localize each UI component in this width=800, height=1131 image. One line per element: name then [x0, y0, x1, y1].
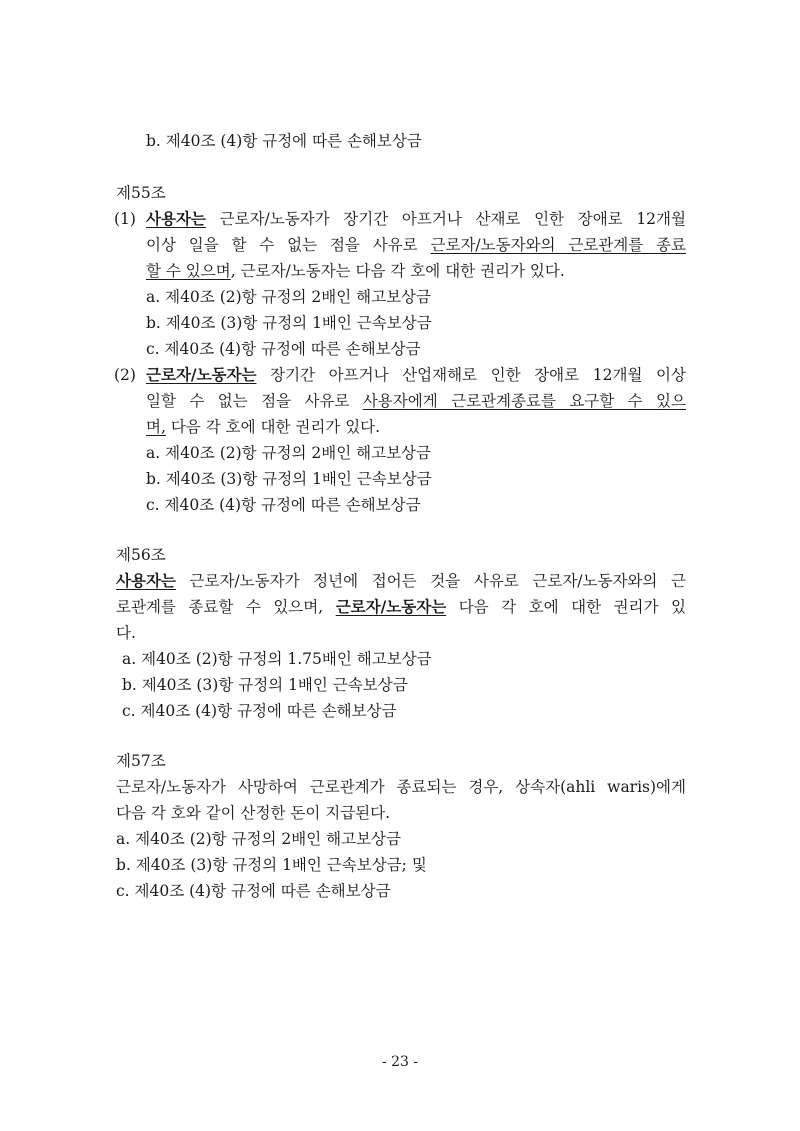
list-item: a. 제40조 (2)항 규정의 2배인 해고보상금: [146, 288, 431, 306]
list-item: c. 제40조 (4)항 규정에 따른 손해보상금: [146, 340, 421, 358]
paragraph-line: 근로자/노동자가 사망하여 근로관계가 종료되는 경우, 상속자(ahli waris)에게: [116, 778, 686, 796]
paragraph-line: 이상 일을 할 수 없는 점을 사유로 근로자/노동자와의 근로관계를 종료: [146, 236, 686, 254]
list-item: a. 제40조 (2)항 규정의 1.75배인 해고보상금: [122, 650, 432, 668]
paragraph-line: 근로자/노동자는 장기간 아프거나 산업재해로 인한 장애로 12개월 이상: [146, 365, 686, 384]
emphasis-employer: 사용자는: [116, 571, 176, 590]
emphasis-worker: 근로자/노동자는: [146, 365, 257, 384]
paragraph-line: 사용자는 근로자/노동자가 정년에 접어든 것을 사유로 근로자/노동자와의 근: [116, 571, 686, 590]
paragraph-number: (2): [114, 366, 136, 384]
paragraph-line: 로관계를 종료할 수 있으며, 근로자/노동자는 다음 각 호에 대한 권리가 있: [116, 597, 686, 616]
article-55-title: 제55조: [116, 184, 166, 202]
underlined-clause: 할 수 있으며: [146, 262, 231, 280]
article-56-title: 제56조: [116, 546, 166, 564]
list-item: b. 제40조 (3)항 규정의 1배인 근속보상금; 및: [116, 856, 427, 874]
paragraph-number: (1): [114, 210, 136, 228]
list-item: a. 제40조 (2)항 규정의 2배인 해고보상금: [116, 830, 401, 848]
paragraph-line: 다.: [116, 624, 136, 642]
paragraph-line: 다음 각 호와 같이 산정한 돈이 지급된다.: [116, 804, 391, 822]
paragraph-line: 일할 수 없는 점을 사유로 사용자에게 근로관계종료를 요구할 수 있으: [146, 392, 686, 410]
underlined-clause: 사용자에게 근로관계종료를 요구할 수 있으: [362, 392, 686, 410]
list-item: c. 제40조 (4)항 규정에 따른 손해보상금: [122, 702, 397, 720]
paragraph-line: 며, 다음 각 호에 대한 권리가 있다.: [146, 418, 381, 436]
article-57-title: 제57조: [116, 752, 166, 770]
underlined-clause: 근로자/노동자와의 근로관계를 종료: [430, 236, 686, 254]
paragraph-line: 할 수 있으며, 근로자/노동자는 다음 각 호에 대한 권리가 있다.: [146, 262, 565, 280]
emphasis-worker: 근로자/노동자는: [335, 597, 447, 616]
underlined-clause: 며,: [146, 418, 166, 436]
list-item: b. 제40조 (3)항 규정의 1배인 근속보상금: [122, 676, 408, 694]
list-item: b. 제40조 (3)항 규정의 1배인 근속보상금: [146, 314, 432, 332]
list-item: b. 제40조 (4)항 규정에 따른 손해보상금: [146, 132, 422, 150]
page-number: - 23 -: [381, 1054, 419, 1070]
paragraph-line: 사용자는 근로자/노동자가 장기간 아프거나 산재로 인한 장애로 12개월: [146, 209, 686, 228]
list-item: c. 제40조 (4)항 규정에 따른 손해보상금: [116, 882, 391, 900]
list-item: a. 제40조 (2)항 규정의 2배인 해고보상금: [146, 444, 431, 462]
list-item: b. 제40조 (3)항 규정의 1배인 근속보상금: [146, 470, 432, 488]
list-item: c. 제40조 (4)항 규정에 따른 손해보상금: [146, 496, 421, 514]
emphasis-employer: 사용자는: [146, 209, 206, 228]
